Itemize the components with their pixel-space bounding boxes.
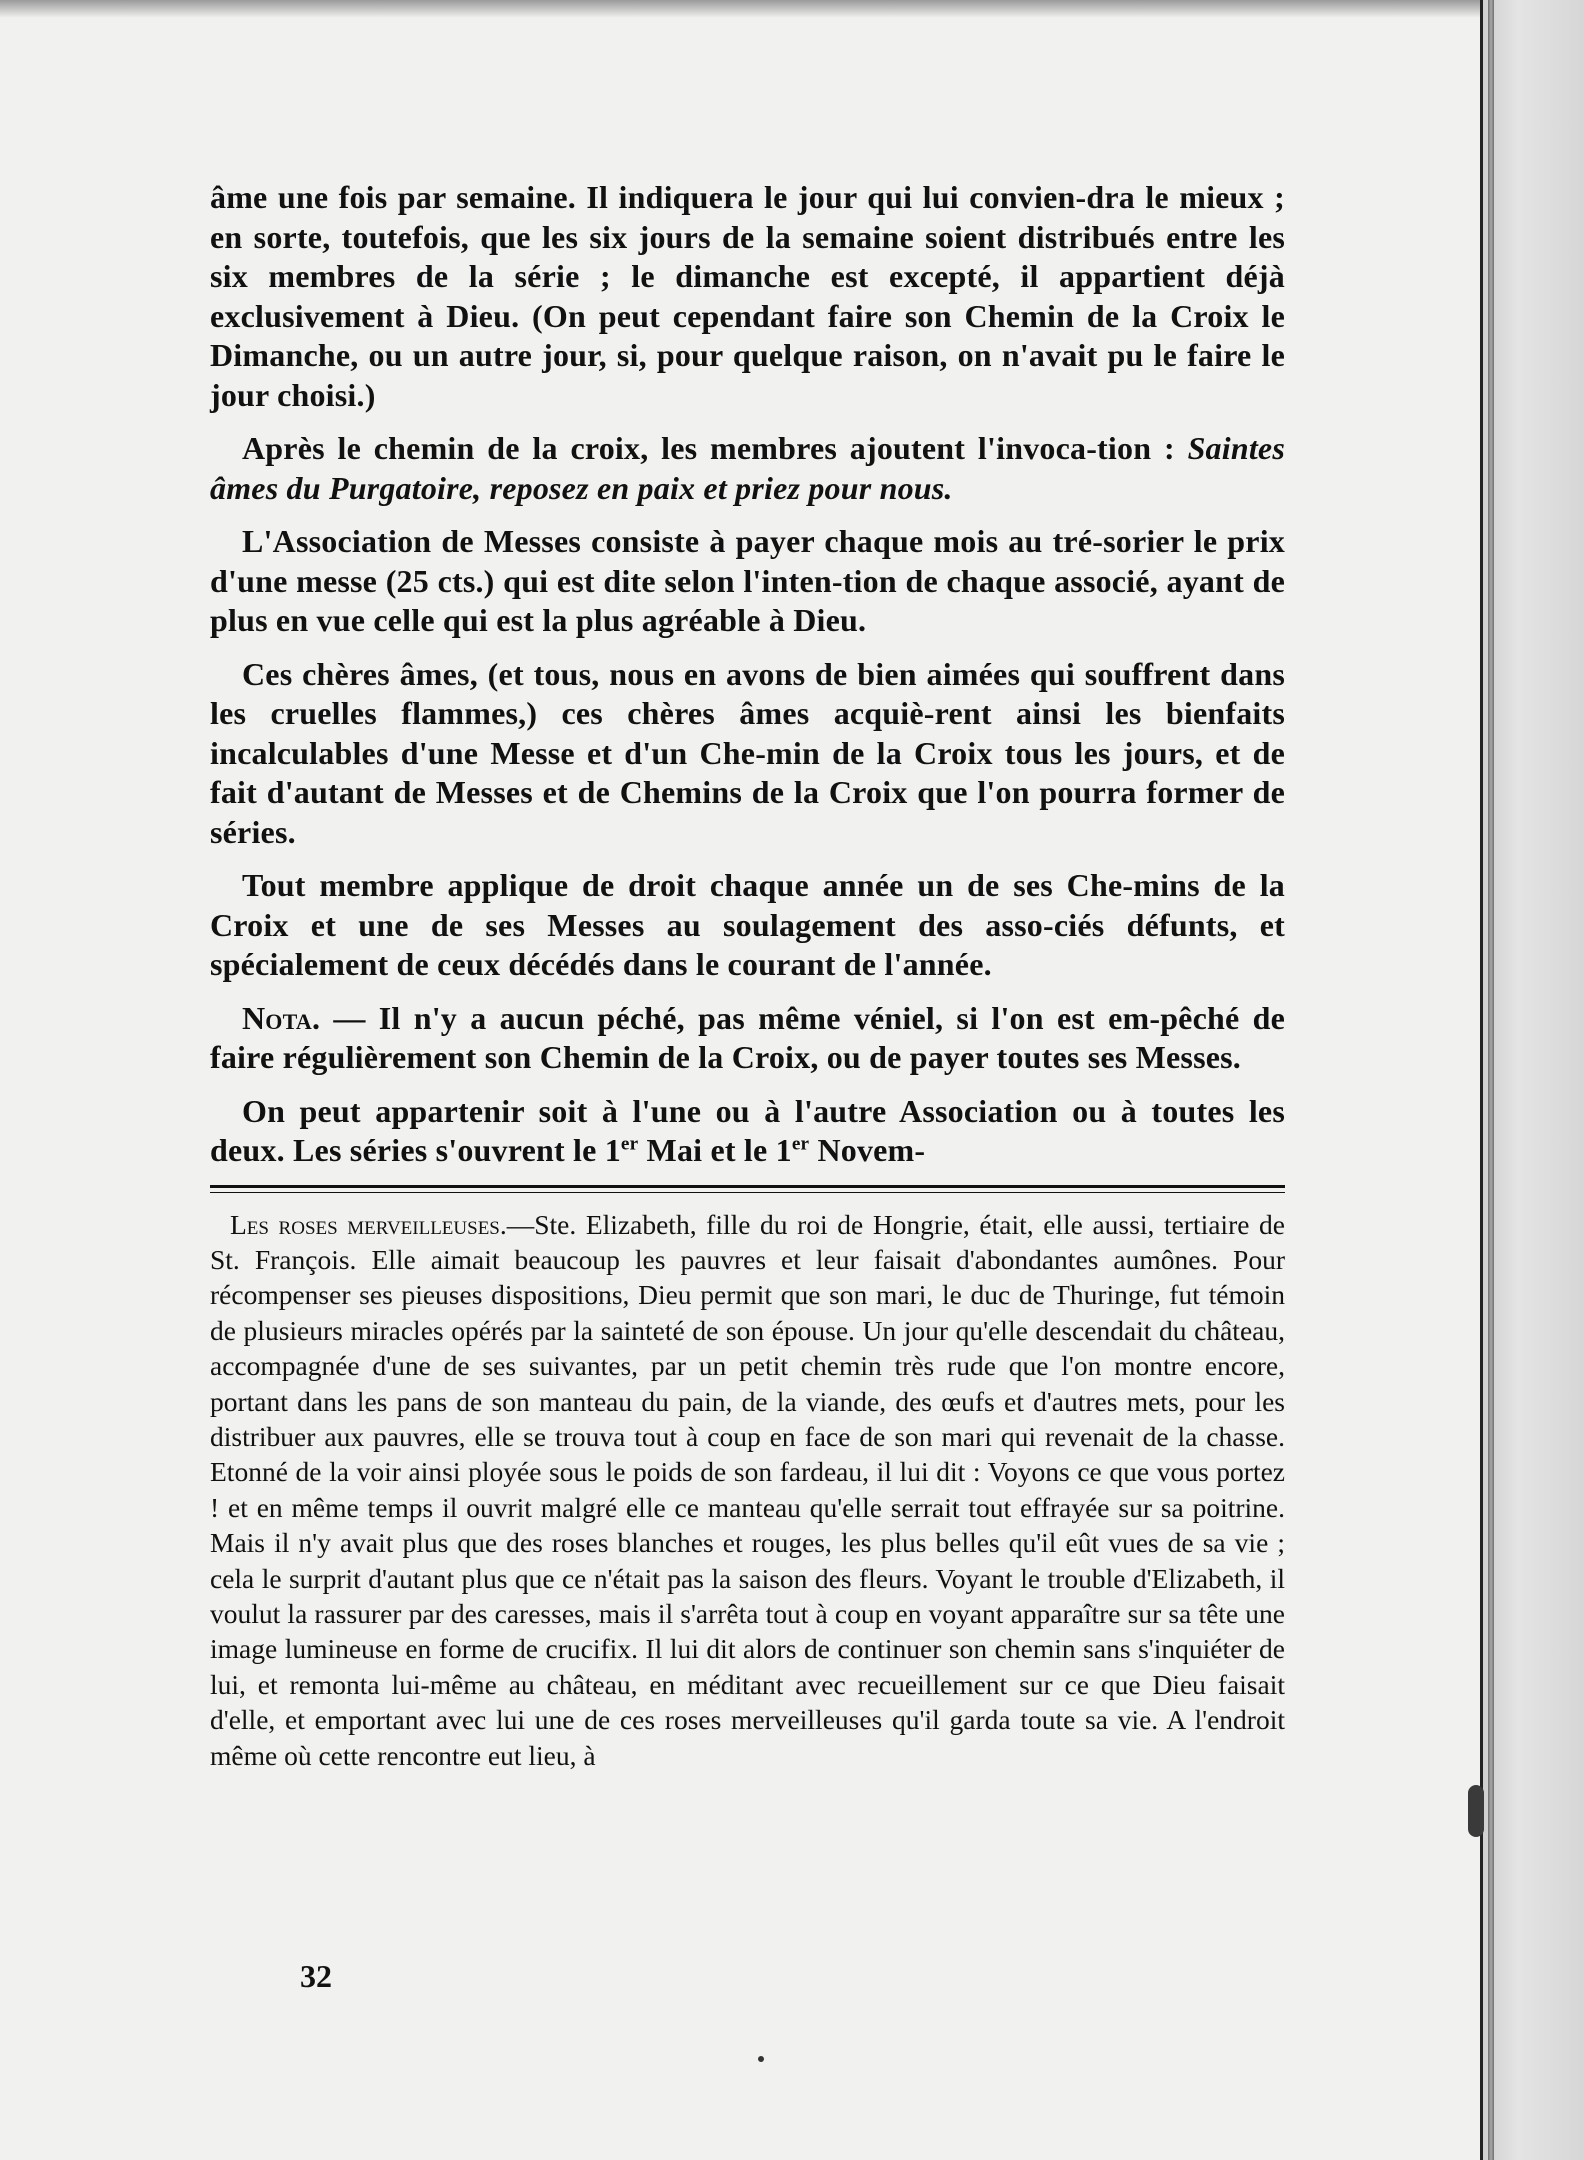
paragraph-nota xyxy=(210,999,1285,1078)
paragraph-7 xyxy=(210,1092,1285,1171)
paragraph-4: Ces chères âmes, (et tous, nous en avons de bien aimées qui souffrent dans les cruelles flammes,) ces chères âmes acquiè-rent ainsi les bienfaits incalculables d'une Messe et d'un Che-min de la Croix tous les jours, et de fait d'autant de Messes et de Chemins de la Croix que l'on pourra former de séries. xyxy=(210,655,1285,850)
superscript-er-2: er xyxy=(791,1133,810,1155)
footnote-paragraph xyxy=(210,1207,1285,1774)
ink-dot xyxy=(758,2056,764,2062)
binding-knot xyxy=(1468,1785,1484,1837)
footnote-body: —Ste. Elizabeth, fille du roi de Hongrie, était, elle aussi, tertiaire de St. François. Elle aimait beaucoup les pauvres et leur faisait d'abondantes aumônes. Pour récompenser ses pieuses dispositions, Dieu permit que son mari, le duc de Thuringe, fut témoin de plusieurs miracles opérés par la sainteté de son épouse. Un jour qu'elle descendait du château, accompagnée d'une de ses suivantes, par un petit chemin très rude que l'on montre encore, portant dans les pans de son manteau du pain, de la viande, des œufs et d'autres mets, pour les distribuer aux pauvres, elle se trouva tout à coup en face de son mari qui revenait de la chasse. Etonné de la voir ainsi ployée sous le poids de son fardeau, il lui dit : Voyons ce que vous portez ! et en même temps il ouvrit malgré elle ce manteau qu'elle serrait tout effrayée sur sa poitrine. Mais il n'y avait plus que des roses blanches et rouges, les plus belles qu'il eût vues de sa vie ; cela le surprit d'autant plus que ce n'était pas la saison des fleurs. Voyant le trouble d'Elizabeth, il voulut la rassurer par des caresses, mais il s'arrêta tout à coup en voyant apparaître sur sa tête une image lumineuse en forme de crucifix. Il lui dit alors de continuer son chemin sans s'inquiéter de lui, et remonta lui-même au château, en méditant avec recueillement sur ce que Dieu faisait d'elle, et emportant avec lui une de ces roses merveilleuses qu'il garda toute sa vie. A l'endroit même où cette rencontre eut lieu, à xyxy=(210,1208,1285,1771)
footnote-title: Les roses merveilleuses. xyxy=(230,1208,507,1240)
footnote-divider xyxy=(210,1185,1285,1193)
page-number: 32 xyxy=(300,1958,332,1994)
text-block xyxy=(210,178,1285,1773)
nota-label: Nota. xyxy=(242,999,321,1036)
binding-cord xyxy=(1488,0,1494,2160)
paragraph-7-end: Novem- xyxy=(809,1132,926,1168)
nota-text: — Il n'y a aucun péché, pas même véniel, si l'on est em-pêché de faire régulièrement son Chemin de la Croix, ou de payer toutes ses Messes. xyxy=(210,999,1285,1075)
main-text xyxy=(210,178,1285,1171)
paragraph-7-mid: Mai et le 1 xyxy=(638,1132,792,1168)
paragraph-2 xyxy=(210,429,1285,508)
paragraph-7-start: On peut appartenir soit à l'une ou à l'autre Association ou à toutes les deux. Les séries s'ouvrent le 1 xyxy=(210,1092,1285,1168)
paragraph-1: âme une fois par semaine. Il indiquera le jour qui lui convien-dra le mieux ; en sorte, toutefois, que les six jours de la semaine soient distribués entre les six membres de la série ; le dimanche est excepté, il appartient déjà exclusivement à Dieu. (On peut cependant faire son Chemin de la Croix le Dimanche, ou un autre jour, si, pour quelque raison, on n'avait pu le faire le jour choisi.) xyxy=(210,179,1285,413)
paragraph-2-start: Après le chemin de la croix, les membres ajoutent l'invoca-tion : xyxy=(242,430,1188,466)
paragraph-5: Tout membre applique de droit chaque année un de ses Che-mins de la Croix et une de ses Messes au soulagement des asso-ciés défunts, et spécialement de ceux décédés dans le courant de l'année. xyxy=(210,867,1285,982)
top-edge-shadow xyxy=(0,0,1480,18)
binding-edge xyxy=(1483,0,1584,2160)
paragraph-3: L'Association de Messes consiste à payer chaque mois au tré-sorier le prix d'une messe (25 cts.) qui est dite selon l'inten-tion de chaque associé, ayant de plus en vue celle qui est la plus agréable à Dieu. xyxy=(210,523,1285,638)
superscript-er-1: er xyxy=(620,1133,639,1155)
invocation-text: Saintes âmes du Purgatoire, reposez en paix et priez pour nous. xyxy=(210,430,1285,506)
footnote xyxy=(210,1207,1285,1774)
